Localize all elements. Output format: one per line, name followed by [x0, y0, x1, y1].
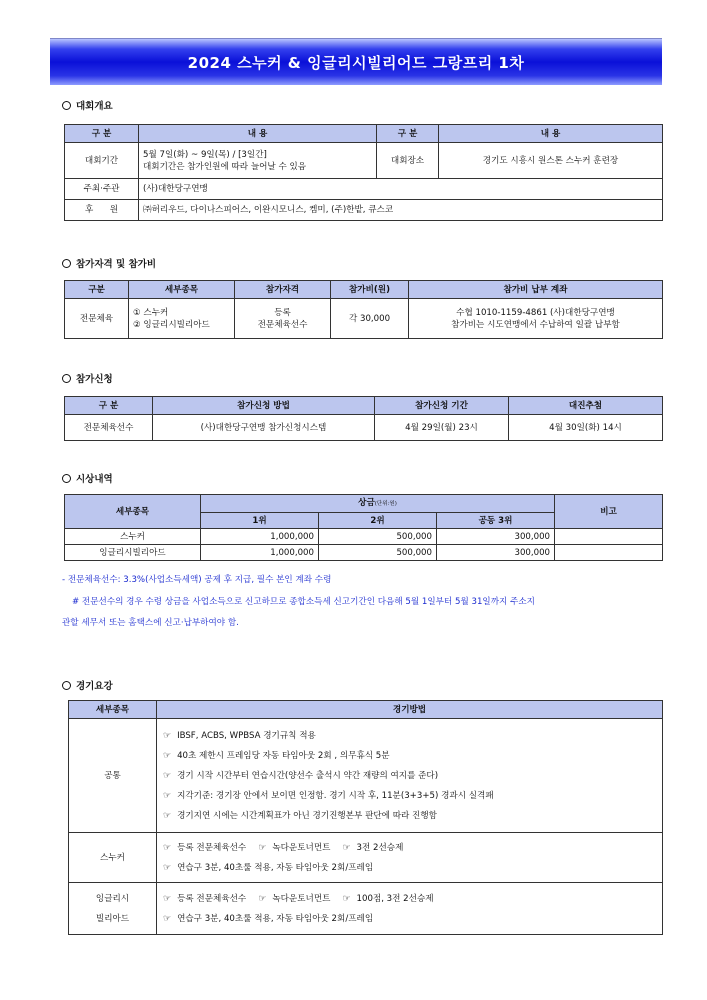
- table-row: [65, 545, 663, 561]
- section-prizes-heading: [62, 471, 113, 485]
- section-overview-label: 대회개요: [76, 101, 113, 112]
- table-row: [65, 529, 663, 545]
- circle-bullet-icon: [62, 474, 71, 483]
- prize-note-1: - 전문체육선수: 3.3%(사업소득세액) 공제 후 지급, 필수 본인 계좌 수령: [62, 575, 332, 585]
- qualification-header-fee: 참가비(원): [331, 281, 409, 299]
- application-header-period: 참가신청 기간: [375, 397, 509, 415]
- overview-header-content-2: 내 용: [439, 125, 663, 143]
- list-item: [163, 889, 658, 909]
- rules-header-event: 세부종목: [69, 701, 157, 719]
- rule-text: 연습구 3분, 40초룰 적용, 자동 타임아웃 2회/프레임: [177, 862, 374, 873]
- period-line-2: 대회기간은 참가인원에 따라 늘어날 수 있음: [143, 161, 307, 172]
- overview-header-category: 구 분: [65, 125, 139, 143]
- eligibility-line-1: 등록: [274, 307, 291, 318]
- prize-row-first: 1,000,000: [201, 545, 319, 561]
- qualification-events: [129, 299, 235, 339]
- pointing-hand-icon: ☞: [163, 750, 172, 761]
- list-item: [163, 746, 658, 766]
- event-snooker: ① 스누커: [133, 307, 169, 318]
- pointing-hand-icon: ☞: [163, 913, 172, 924]
- rule-text: 3전 2선승제: [356, 842, 404, 853]
- prize-row-remarks: [555, 545, 663, 561]
- prize-row-event: 스누커: [65, 529, 201, 545]
- english-label-line-2: 빌리아드: [95, 913, 130, 924]
- circle-bullet-icon: [62, 681, 71, 690]
- application-draw: 4월 30일(화) 14시: [509, 415, 663, 441]
- sponsor-label: 후 원: [65, 200, 139, 221]
- prize-row-third: 300,000: [437, 529, 555, 545]
- prize-unit-label: (단위:원): [374, 501, 397, 507]
- host-value: (사)대한당구연맹: [139, 179, 663, 200]
- pointing-hand-icon: ☞: [258, 842, 267, 853]
- prizes-header-second: 2위: [319, 513, 437, 529]
- rule-text: 등록 전문체육선수: [177, 842, 247, 853]
- list-item: [163, 909, 658, 929]
- rule-text: IBSF, ACBS, WPBSA 경기규칙 적용: [177, 730, 316, 741]
- pointing-hand-icon: ☞: [342, 842, 351, 853]
- period-label: 대회기간: [65, 143, 139, 179]
- prizes-header-remarks: 비고: [555, 495, 663, 529]
- account-line-1: 수협 1010-1159-4861 (사)대한당구연맹: [456, 307, 615, 318]
- qualification-header-category: 구분: [65, 281, 129, 299]
- section-application-heading: [62, 371, 113, 385]
- qualification-table: [64, 280, 663, 339]
- rules-snooker-label: 스누커: [69, 833, 157, 883]
- rule-text: 경기지연 시에는 시간계획표가 아닌 경기진행본부 판단에 따라 진행함: [177, 810, 437, 821]
- section-qualification-heading: [62, 256, 156, 270]
- rules-english-list: [157, 883, 663, 935]
- application-table: [64, 396, 663, 441]
- qualification-header-account: 참가비 납부 계좌: [409, 281, 663, 299]
- pointing-hand-icon: ☞: [163, 842, 172, 853]
- list-item: [163, 786, 658, 806]
- prize-row-second: 500,000: [319, 529, 437, 545]
- qualification-header-eligibility: 참가자격: [235, 281, 331, 299]
- prizes-header-first: 1위: [201, 513, 319, 529]
- circle-bullet-icon: [62, 259, 71, 268]
- event-english: ② 잉글리시빌리아드: [133, 319, 210, 330]
- prize-row-second: 500,000: [319, 545, 437, 561]
- rules-english-label: [69, 883, 157, 935]
- period-line-1: 5월 7일(화) ~ 9일(목) / [3일간]: [143, 149, 267, 160]
- application-method: (사)대한당구연맹 참가신청시스템: [153, 415, 375, 441]
- pointing-hand-icon: ☞: [258, 893, 267, 904]
- overview-header-content: 내 용: [139, 125, 377, 143]
- pointing-hand-icon: ☞: [163, 893, 172, 904]
- list-item: [163, 726, 658, 746]
- section-qualification-label: 참가자격 및 참가비: [76, 259, 157, 270]
- pointing-hand-icon: ☞: [163, 790, 172, 801]
- english-label-line-1: 잉글리시: [95, 893, 130, 904]
- rules-common-list: [157, 719, 663, 833]
- venue-value: 경기도 시흥시 원스톤 스누커 훈련장: [439, 143, 663, 179]
- prize-note-2: # 전문선수의 경우 수령 상금을 사업소득으로 신고하므로 종합소득세 신고기간인 다음해 5월 1일부터 5월 31일까지 주소지: [72, 597, 535, 607]
- rule-text: 연습구 3분, 40초룰 적용, 자동 타임아웃 2회/프레임: [177, 913, 374, 924]
- prize-row-event: 잉글리시빌리아드: [65, 545, 201, 561]
- prizes-header-prize: [201, 495, 555, 513]
- pointing-hand-icon: ☞: [163, 730, 172, 741]
- rule-text: 녹다운토너먼트: [272, 842, 331, 853]
- list-item: [163, 838, 658, 858]
- section-application-label: 참가신청: [76, 374, 113, 385]
- rules-common-label: 공통: [69, 719, 157, 833]
- rule-text: 경기 시작 시간부터 연습시간(양선수 출석시 약간 재량의 여지를 준다): [177, 770, 439, 781]
- overview-table: [64, 124, 663, 221]
- pointing-hand-icon: ☞: [163, 770, 172, 781]
- prizes-header-event: 세부종목: [65, 495, 201, 529]
- application-header-draw: 대진추첨: [509, 397, 663, 415]
- prize-note-3: 관할 세무서 또는 홈택스에 신고·납부하여야 함.: [62, 618, 239, 628]
- section-rules-heading: [62, 678, 113, 692]
- application-header-method: 참가신청 방법: [153, 397, 375, 415]
- qualification-category: 전문체육: [65, 299, 129, 339]
- qualification-fee: 각 30,000: [331, 299, 409, 339]
- application-who: 전문체육선수: [65, 415, 153, 441]
- prizes-table: [64, 494, 663, 561]
- host-label: 주최·주관: [65, 179, 139, 200]
- overview-header-category-2: 구 분: [377, 125, 439, 143]
- section-overview-heading: [62, 98, 113, 112]
- section-prizes-label: 시상내역: [76, 474, 113, 485]
- rule-text: 녹다운토너먼트: [272, 893, 331, 904]
- qualification-header-event: 세부종목: [129, 281, 235, 299]
- prize-row-remarks: [555, 529, 663, 545]
- account-line-2: 참가비는 시도연맹에서 수납하여 일괄 납부함: [451, 319, 620, 330]
- list-item: [163, 806, 658, 826]
- prize-header-label: 상금: [358, 498, 375, 508]
- sponsor-value: ㈜허리우드, 다이나스피어스, 이완시모니스, 켐미, (주)한밭, 큐스코: [139, 200, 663, 221]
- page-title: 2024 스누커 & 잉글리시빌리어드 그랑프리 1차: [187, 53, 525, 72]
- rules-header-method: 경기방법: [157, 701, 663, 719]
- eligibility-line-2: 전문체육선수: [257, 319, 308, 330]
- circle-bullet-icon: [62, 374, 71, 383]
- list-item: [163, 766, 658, 786]
- prizes-header-third: 공동 3위: [437, 513, 555, 529]
- circle-bullet-icon: [62, 101, 71, 110]
- qualification-eligibility: [235, 299, 331, 339]
- period-value: [139, 143, 377, 179]
- venue-label: 대회장소: [377, 143, 439, 179]
- prize-row-first: 1,000,000: [201, 529, 319, 545]
- pointing-hand-icon: ☞: [342, 893, 351, 904]
- application-period: 4월 29일(월) 23시: [375, 415, 509, 441]
- prize-row-third: 300,000: [437, 545, 555, 561]
- section-rules-label: 경기요강: [76, 681, 113, 692]
- pointing-hand-icon: ☞: [163, 862, 172, 873]
- application-header-category: 구 분: [65, 397, 153, 415]
- rules-snooker-list: [157, 833, 663, 883]
- rule-text: 100점, 3전 2선승제: [356, 893, 434, 904]
- pointing-hand-icon: ☞: [163, 810, 172, 821]
- qualification-account: [409, 299, 663, 339]
- rule-text: 40초 제한시 프레임당 자동 타임아웃 2회 , 의무휴식 5분: [177, 750, 390, 761]
- rule-text: 지각기준: 경기장 안에서 보이면 인정함. 경기 시작 후, 11분(3+3+5) 경과시 실격패: [177, 790, 494, 801]
- rules-table: [68, 700, 663, 935]
- list-item: [163, 858, 658, 878]
- rule-text: 등록 전문체육선수: [177, 893, 247, 904]
- title-banner: [50, 38, 662, 85]
